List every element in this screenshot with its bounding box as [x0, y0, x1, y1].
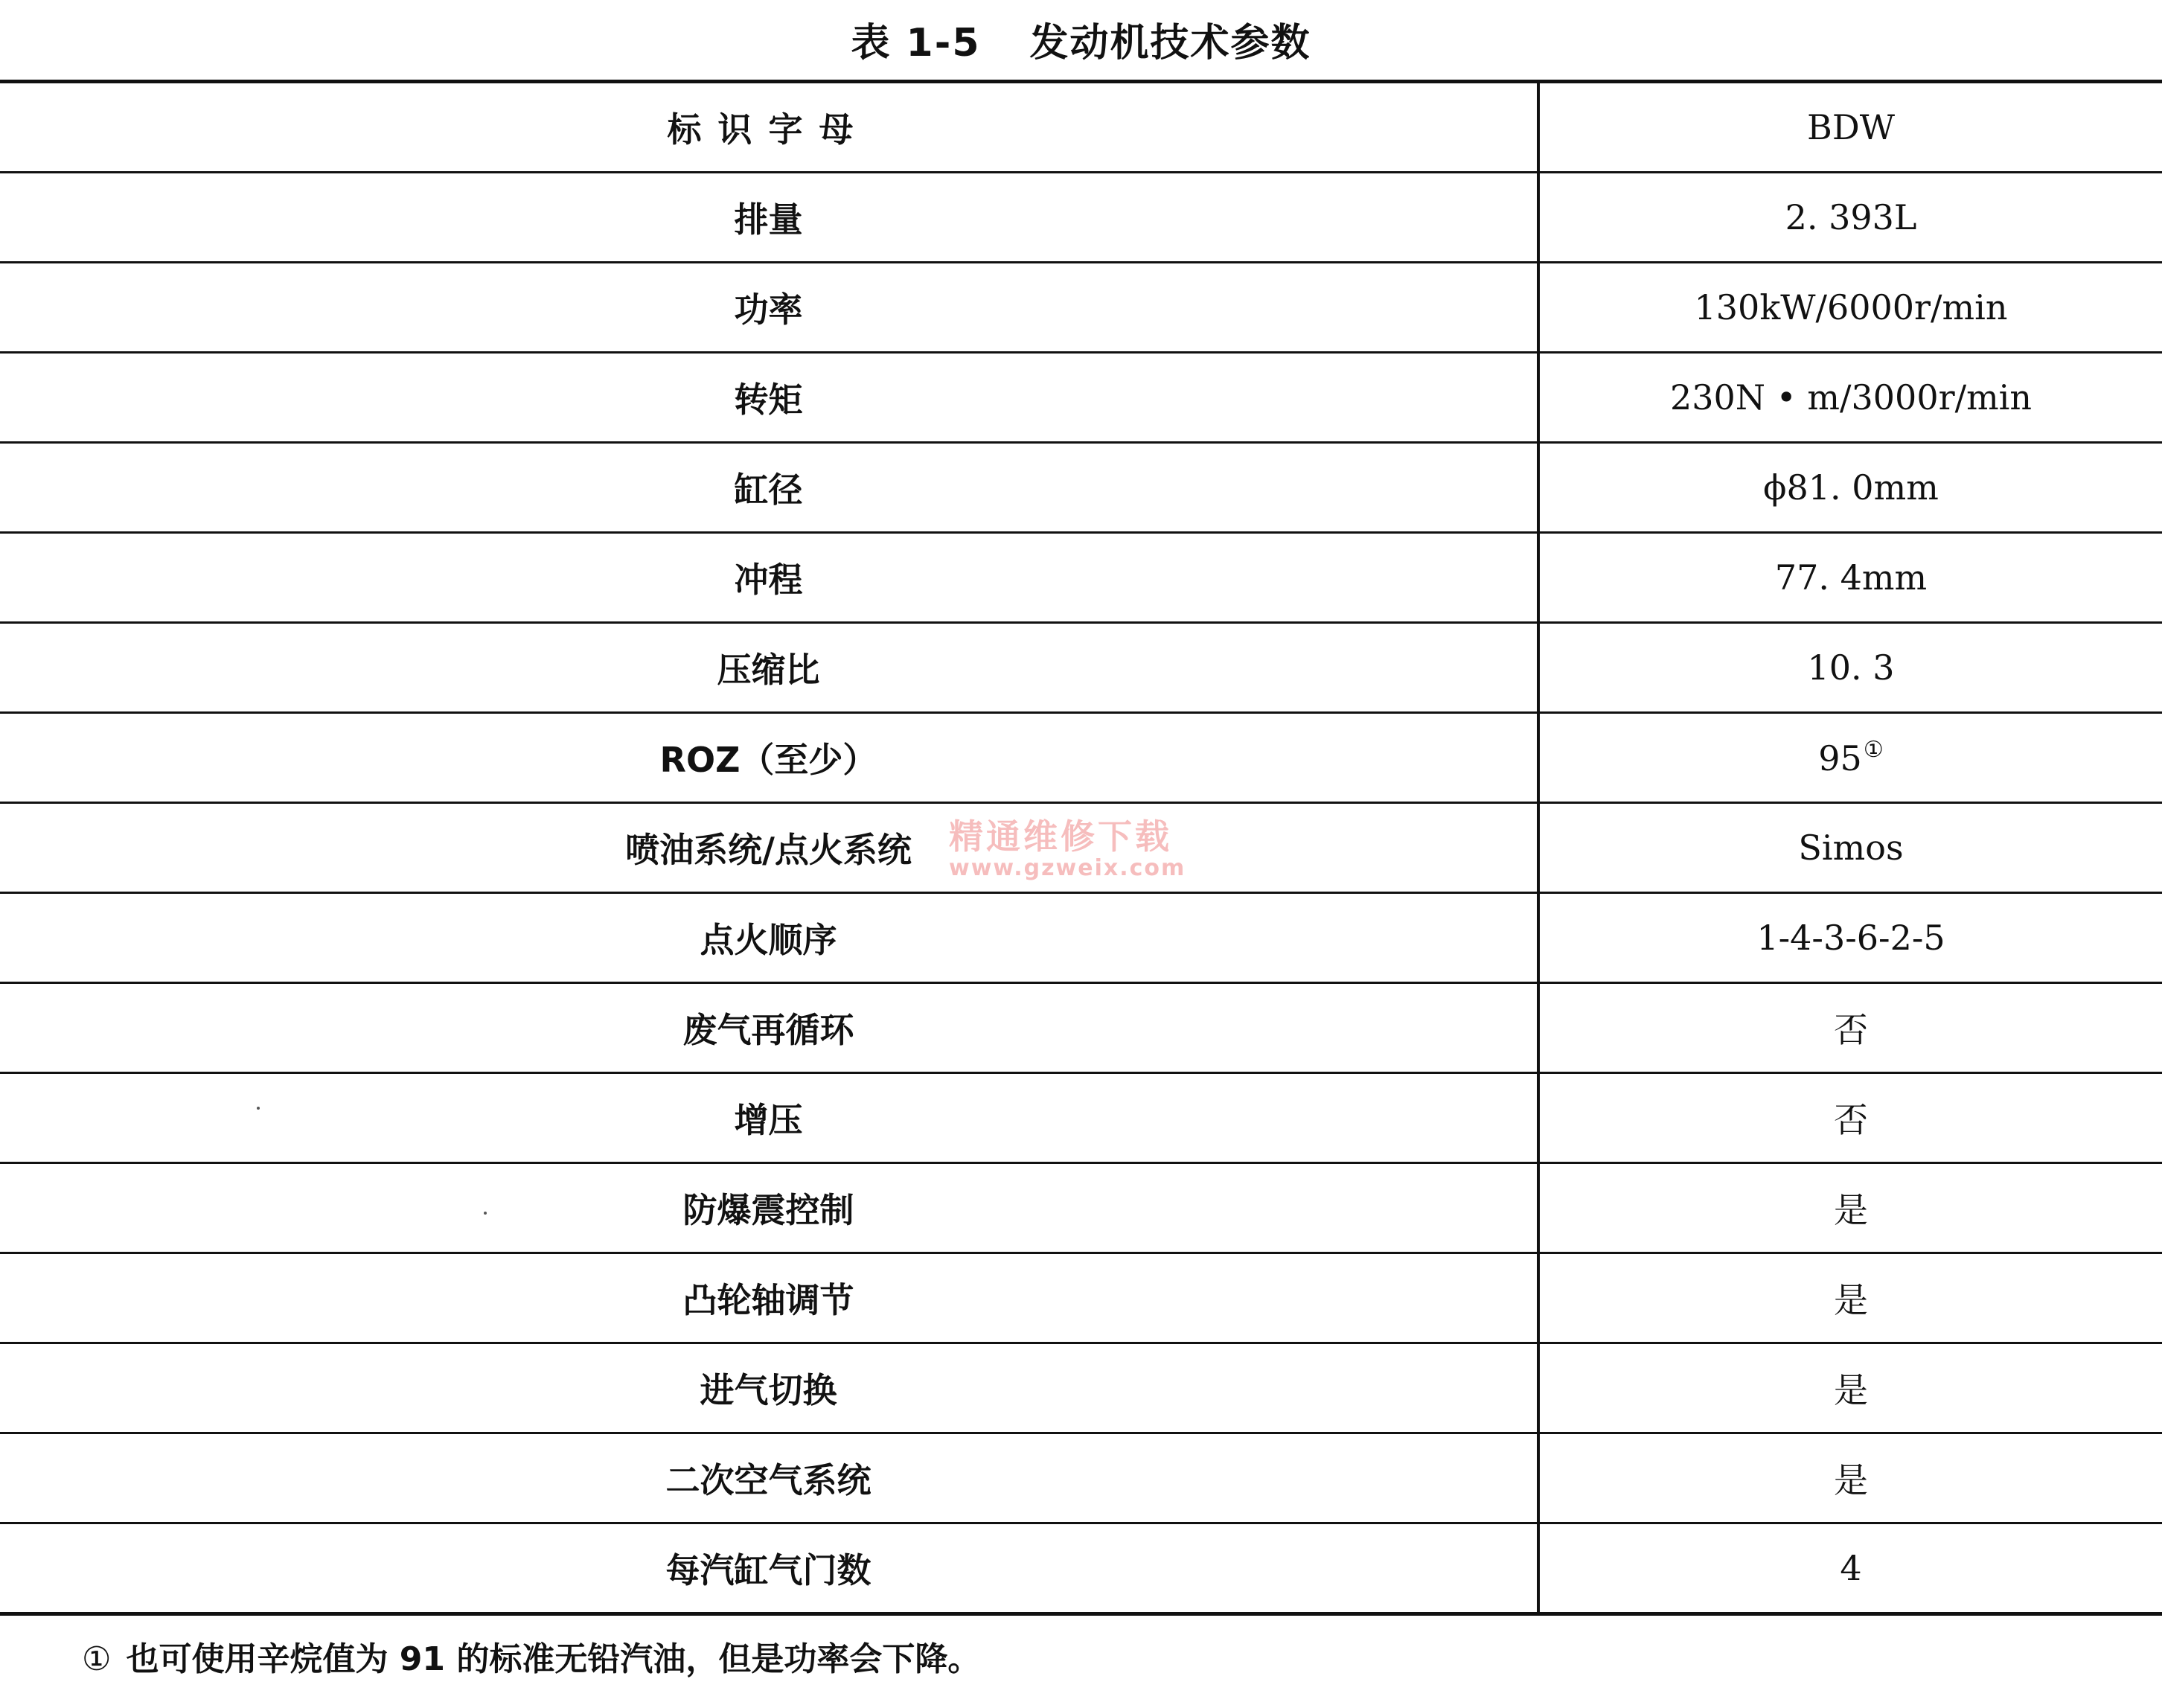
spec-table-container — [0, 80, 2162, 1616]
watermark-text: 精通维修下载 — [949, 816, 1172, 857]
row-value: 77. 4mm — [1538, 533, 2162, 623]
table-row — [0, 1523, 2162, 1614]
table-row — [0, 353, 2162, 443]
table-row — [0, 443, 2162, 533]
table-row — [0, 983, 2162, 1073]
row-label: 增压 — [0, 1073, 1538, 1163]
table-row — [0, 1163, 2162, 1253]
row-label: ROZ（至少） — [0, 713, 1538, 803]
table-row — [0, 1343, 2162, 1433]
row-value: 否 — [1538, 1073, 2162, 1163]
table-row — [0, 533, 2162, 623]
table-row — [0, 623, 2162, 713]
row-value: 2. 393L — [1538, 173, 2162, 263]
row-value: 否 — [1538, 983, 2162, 1073]
footnote-mark: ① — [82, 1640, 112, 1678]
row-label: 功率 — [0, 263, 1538, 353]
row-label: 防爆震控制 — [0, 1163, 1538, 1253]
row-label: 压缩比 — [0, 623, 1538, 713]
table-row — [0, 1253, 2162, 1343]
row-label: 缸径 — [0, 443, 1538, 533]
row-value: 是 — [1538, 1343, 2162, 1433]
table-number: 表 1-5 — [851, 20, 981, 65]
row-value: BDW — [1538, 82, 2162, 173]
row-label: 进气切换 — [0, 1343, 1538, 1433]
row-label: 二次空气系统 — [0, 1433, 1538, 1523]
row-label: 排量 — [0, 173, 1538, 263]
table-row — [0, 893, 2162, 983]
footnote — [82, 1637, 2091, 1682]
row-value: 是 — [1538, 1433, 2162, 1523]
row-label: 转矩 — [0, 353, 1538, 443]
table-row — [0, 82, 2162, 173]
row-value: 1-4-3-6-2-5 — [1538, 893, 2162, 983]
table-row — [0, 173, 2162, 263]
footnote-reference: ① — [1863, 737, 1884, 763]
watermark-url: www.gzweix.com — [949, 855, 1186, 881]
roz-value: 95 — [1818, 738, 1862, 778]
scan-speck — [484, 1212, 487, 1215]
row-label: 废气再循环 — [0, 983, 1538, 1073]
table-row — [0, 1433, 2162, 1523]
row-label: 标识字母 — [0, 82, 1538, 173]
table-row — [0, 803, 2162, 893]
row-label: 冲程 — [0, 533, 1538, 623]
row-value: 10. 3 — [1538, 623, 2162, 713]
row-value: 4 — [1840, 1548, 1862, 1588]
engine-spec-table — [0, 80, 2162, 1616]
row-value: 130kW/6000r/min — [1538, 263, 2162, 353]
table-row — [0, 1073, 2162, 1163]
row-value: 230N • m/3000r/min — [1538, 353, 2162, 443]
table-row — [0, 263, 2162, 353]
row-label: 凸轮轴调节 — [0, 1253, 1538, 1343]
row-label: 每汽缸气门数 — [0, 1523, 1538, 1614]
row-value: 是 — [1538, 1253, 2162, 1343]
row-label: 点火顺序 — [0, 893, 1538, 983]
scan-speck — [257, 1107, 260, 1110]
row-value: Simos — [1538, 803, 2162, 893]
table-row — [0, 713, 2162, 803]
table-caption — [0, 0, 2162, 77]
row-label: 喷油系统/点火系统 — [0, 803, 1538, 893]
row-value: 是 — [1538, 1163, 2162, 1253]
row-value: ϕ81. 0mm — [1538, 443, 2162, 533]
row-value — [1538, 713, 2162, 803]
table-title: 发动机技术参数 — [1029, 20, 1311, 65]
footnote-text: 也可使用辛烷值为 91 的标准无铅汽油，但是功率会下降。 — [126, 1640, 981, 1678]
